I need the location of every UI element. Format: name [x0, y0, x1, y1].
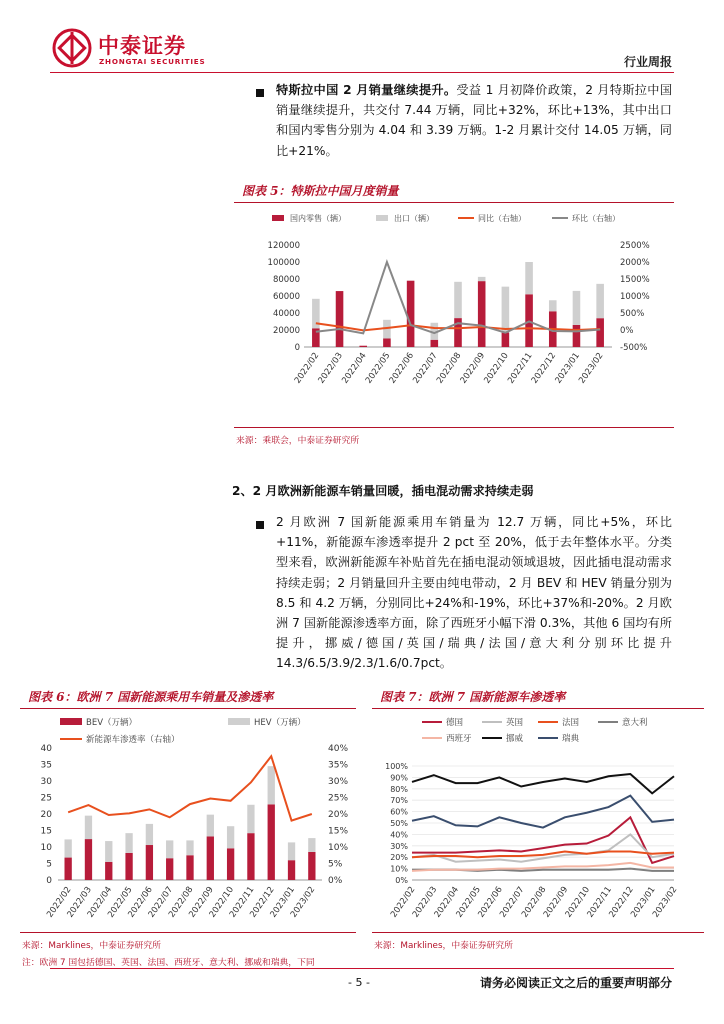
y-right-tick-label: 25%: [328, 793, 349, 804]
y-right-tick-label: 2000%: [620, 258, 650, 268]
x-tick-label: 2022/12: [529, 350, 559, 386]
y-right-tick-label: 1500%: [620, 275, 650, 285]
y-left-tick-label: 5: [46, 859, 52, 870]
x-tick-label: 2022/07: [146, 884, 176, 920]
bar-bev: [186, 855, 193, 880]
x-tick-label: 2022/06: [126, 884, 155, 920]
legend-label: 西班牙: [446, 734, 472, 744]
y-right-tick-label: 0%: [620, 326, 634, 336]
x-tick-label: 2022/08: [435, 350, 464, 386]
y-tick-label: 80%: [390, 784, 408, 794]
y-right-tick-label: 20%: [328, 810, 349, 820]
legend-label: 瑞典: [562, 734, 580, 744]
x-tick-label: 2022/07: [411, 350, 440, 386]
company-logo-icon: [52, 28, 92, 68]
fig6-chart: [20, 710, 356, 932]
legend-swatch: [60, 718, 82, 725]
legend-label: 德国: [446, 718, 464, 728]
fig6-title-rule: [20, 708, 356, 709]
x-tick-label: 2022/10: [482, 350, 511, 386]
y-right-tick-label: 5%: [328, 859, 343, 870]
y-tick-label: 50%: [390, 819, 408, 828]
legend-swatch: [376, 215, 388, 221]
x-tick-label: 2022/10: [207, 884, 237, 920]
y-left-tick-label: 60000: [272, 292, 300, 302]
x-tick-label: 2022/09: [458, 350, 488, 386]
bar-bev: [288, 860, 295, 880]
x-tick-label: 2022/11: [227, 884, 257, 920]
fig6-source: 来源：Marklines，中泰证券研究所: [22, 941, 161, 951]
x-tick-label: 2022/06: [476, 884, 505, 920]
fig7-title-rule: [372, 708, 704, 709]
x-tick-label: 2022/04: [85, 884, 115, 920]
x-tick-label: 2023/02: [577, 350, 606, 386]
y-right-tick-label: 10%: [328, 843, 349, 853]
y-left-tick-label: 0: [46, 876, 52, 886]
x-tick-label: 2022/09: [541, 884, 571, 920]
line-penetration: [68, 756, 312, 820]
legend-label: 挪威: [506, 734, 524, 744]
x-tick-label: 2023/01: [629, 884, 658, 920]
bar-bev: [227, 848, 234, 880]
bar-hev: [227, 826, 234, 848]
legend-label: 同比（右轴）: [478, 214, 526, 223]
legend-label: 新能源车渗透率（右轴）: [86, 735, 180, 745]
bar-export: [502, 287, 510, 333]
bar-domestic: [407, 281, 415, 347]
legend-label: BEV（万辆）: [86, 718, 138, 728]
y-left-tick-label: 80000: [272, 275, 300, 285]
y-right-tick-label: 30%: [328, 777, 349, 787]
footer-disclaimer: 请务必阅读正文之后的重要声明部分: [479, 976, 672, 990]
legend-label: 国内零售（辆）: [290, 214, 346, 223]
fig5-source: 来源：乘联会，中泰证券研究所: [236, 436, 360, 446]
bar-export: [549, 300, 557, 311]
x-tick-label: 2022/12: [607, 884, 636, 920]
x-tick-label: 2023/01: [268, 884, 297, 920]
fig6-title: 图表 6：欧洲 7 国新能源乘用车销量及渗透率: [28, 690, 274, 704]
legend-label: 英国: [506, 718, 524, 728]
bar-hev: [146, 824, 153, 845]
bar-export: [596, 284, 604, 318]
legend-label: 出口（辆）: [394, 214, 434, 223]
x-tick-label: 2022/09: [187, 884, 216, 920]
legend-swatch: [228, 718, 250, 725]
x-tick-label: 2022/08: [520, 884, 549, 920]
x-tick-label: 2022/10: [563, 884, 593, 920]
x-tick-label: 2022/11: [506, 350, 535, 386]
bar-domestic: [502, 333, 510, 347]
bar-bev: [268, 804, 275, 880]
x-tick-label: 2023/02: [651, 884, 680, 920]
bar-domestic: [359, 346, 367, 347]
y-left-tick-label: 25: [40, 793, 52, 804]
bar-domestic: [336, 291, 344, 347]
tesla-lead: 特斯拉中国 2 月销量继续提升。: [276, 83, 457, 97]
bar-export: [573, 291, 581, 325]
fig7-bottom-rule: [372, 932, 704, 933]
x-tick-label: 2023/02: [288, 884, 318, 920]
bar-bev: [247, 833, 254, 880]
bar-bev: [105, 862, 112, 880]
fig7-title: 图表 7：欧洲 7 国新能源车渗透率: [380, 690, 566, 704]
legend-label: 环比（右轴）: [572, 214, 620, 223]
x-tick-label: 2022/07: [498, 884, 527, 920]
section-heading: 2、2 月欧洲新能源车销量回暖，插电混动需求持续走弱: [232, 484, 534, 498]
bar-hev: [268, 766, 275, 804]
x-tick-label: 2022/03: [316, 350, 345, 386]
europe-paragraph: 2 月欧洲 7 国新能源乘用车销量为 12.7 万辆，同比+5%，环比+11%，新能源车渗透率提升 2 pct 至 20%，低于去年整体水平。分类型来看，欧洲新能源车补贴首先在插电混动领域退坡，因此插电混动需求持续走弱；2 月销量回升主要由纯电带动，2 月 BEV 和 HEV 销量分别为 8.5 和 4.2 万辆，分别同比+24%和-19%，环比+37%和-20%。2 月欧洲 7 国新能源渗透率方面，除了西班牙小幅下滑 0.3%，其他 6 国均有所提升，挪威/德国/英国/瑞典/法国/意大利分别环比提升 14.3/6.5/3.9/2.3/1.6/0.7pct。: [276, 515, 672, 671]
y-right-tick-label: 2500%: [620, 241, 650, 251]
legend-swatch: [272, 215, 284, 221]
bar-export: [478, 277, 486, 281]
y-left-tick-label: 35: [40, 760, 52, 771]
y-right-tick-label: -500%: [620, 343, 648, 353]
y-tick-label: 60%: [390, 807, 408, 817]
y-left-tick-label: 100000: [267, 258, 300, 268]
x-tick-label: 2022/03: [65, 884, 94, 920]
report-type: 行业周报: [623, 55, 672, 69]
bar-domestic: [431, 340, 439, 347]
bar-hev: [125, 833, 132, 853]
company-name-en: ZHONGTAI SECURITIES: [99, 57, 206, 66]
y-right-tick-label: 35%: [328, 760, 349, 771]
y-right-tick-label: 0%: [328, 876, 343, 886]
bullet-square: [256, 89, 264, 97]
y-left-tick-label: 15: [40, 826, 52, 837]
x-tick-label: 2022/06: [387, 350, 417, 386]
y-tick-label: 100%: [385, 762, 408, 771]
x-tick-label: 2022/02: [292, 350, 322, 386]
bar-hev: [308, 838, 315, 852]
fig5-bottom-rule: [234, 427, 674, 428]
x-tick-label: 2022/04: [432, 884, 462, 920]
bar-bev: [166, 858, 173, 880]
x-tick-label: 2022/05: [454, 884, 483, 920]
tesla-paragraph: [276, 80, 672, 161]
y-right-tick-label: 15%: [328, 826, 349, 837]
x-tick-label: 2023/01: [553, 350, 582, 386]
bar-domestic: [573, 325, 581, 347]
bar-bev: [308, 852, 315, 880]
header-divider: [50, 72, 674, 73]
bar-domestic: [478, 281, 486, 347]
legend-label: HEV（万辆）: [254, 718, 306, 728]
y-left-tick-label: 20: [40, 810, 52, 820]
bar-hev: [166, 840, 173, 858]
bar-hev: [186, 840, 193, 855]
bar-hev: [85, 816, 92, 839]
x-tick-label: 2022/12: [248, 884, 277, 920]
bar-bev: [125, 853, 132, 880]
company-name-cn: 中泰证券: [98, 34, 186, 58]
x-tick-label: 2022/11: [585, 884, 614, 920]
bar-bev: [64, 858, 71, 880]
fig5-chart: [234, 205, 674, 427]
legend-label: 意大利: [622, 718, 648, 728]
y-left-tick-label: 20000: [272, 326, 300, 336]
y-tick-label: 0%: [395, 876, 408, 885]
y-right-tick-label: 40%: [328, 744, 349, 754]
tesla-body: 受益 1 月初降价政策，2 月特斯拉中国销量继续提升，共交付 7.44 万辆，同比+32%，环比+13%，其中出口和国内零售分别为 4.04 和 3.39 万辆。1-2 月累计交付 14.05 万辆，同比+21%。: [276, 83, 673, 158]
x-tick-label: 2022/03: [410, 884, 440, 920]
bar-hev: [64, 839, 71, 857]
y-tick-label: 20%: [390, 853, 408, 863]
bar-hev: [247, 805, 254, 833]
y-right-tick-label: 1000%: [620, 292, 650, 302]
y-tick-label: 40%: [390, 830, 408, 840]
fig5-title-rule: [234, 202, 674, 203]
bullet-square: [256, 521, 264, 529]
y-tick-label: 90%: [390, 773, 408, 783]
footer-divider: [50, 968, 674, 969]
x-tick-label: 2022/02: [45, 884, 74, 920]
fig6-bottom-rule: [20, 932, 356, 933]
page-number: - 5 -: [348, 976, 370, 989]
y-left-tick-label: 40: [40, 744, 52, 754]
bar-bev: [85, 839, 92, 880]
bar-export: [454, 282, 462, 318]
y-left-tick-label: 40000: [272, 309, 300, 319]
x-tick-label: 2022/04: [340, 350, 369, 386]
y-tick-label: 30%: [390, 841, 408, 851]
y-left-tick-label: 30: [40, 777, 52, 787]
series-line: [412, 774, 674, 793]
x-tick-label: 2022/02: [389, 884, 418, 920]
y-left-tick-label: 120000: [267, 241, 300, 251]
y-right-tick-label: 500%: [620, 309, 645, 319]
y-tick-label: 10%: [390, 864, 408, 874]
bar-bev: [207, 836, 214, 880]
y-left-tick-label: 10: [40, 843, 52, 853]
bar-export: [525, 262, 533, 294]
bar-bev: [146, 845, 153, 880]
fig7-source: 来源：Marklines，中泰证券研究所: [374, 941, 513, 951]
y-tick-label: 70%: [390, 796, 408, 806]
bar-hev: [288, 842, 295, 860]
bar-hev: [105, 841, 112, 862]
fig6-note: 注：欧洲 7 国包括德国、英国、法国、西班牙、意大利、挪威和瑞典，下同: [22, 958, 315, 968]
bar-hev: [207, 815, 214, 837]
fig5-title: 图表 5：特斯拉中国月度销量: [242, 184, 399, 198]
x-tick-label: 2022/08: [167, 884, 196, 920]
y-left-tick-label: 0: [294, 343, 300, 353]
fig7-chart: [372, 710, 704, 932]
x-tick-label: 2022/05: [363, 350, 393, 386]
legend-label: 法国: [562, 718, 580, 728]
bar-domestic: [383, 339, 391, 348]
bar-domestic: [596, 318, 604, 347]
x-tick-label: 2022/05: [106, 884, 135, 920]
